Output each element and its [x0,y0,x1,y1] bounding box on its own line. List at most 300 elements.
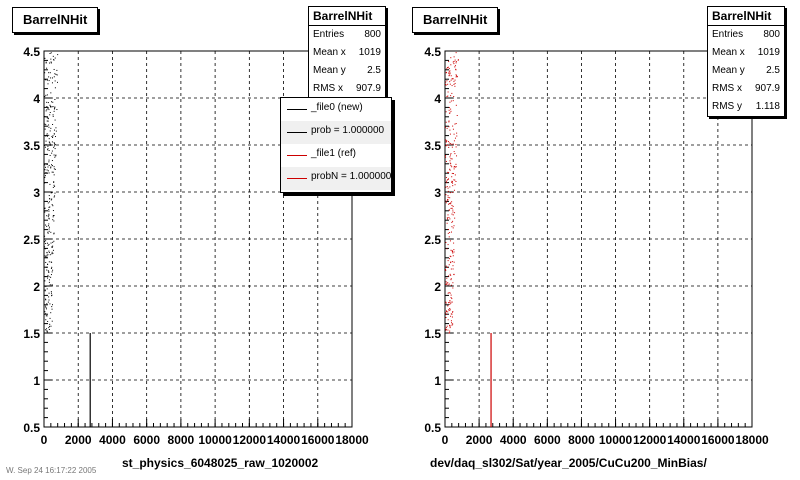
y-tick-label: 3.5 [23,139,40,153]
data-point [53,56,54,57]
data-point [454,251,455,252]
data-point [57,74,58,75]
data-point [446,278,447,279]
data-point [452,147,453,148]
data-point [53,135,54,136]
data-point [54,99,55,100]
data-point [49,279,50,280]
data-point [455,69,456,70]
data-point [52,192,53,193]
data-point [449,308,450,309]
stats-value: 907.9 [754,83,780,94]
data-point [447,248,448,249]
data-point [48,225,49,226]
data-point [46,135,47,136]
data-point [449,300,450,301]
y-tick-label: 2.5 [424,233,441,247]
chart-title-text: BarrelNHit [423,12,488,27]
y-tick-label: 4 [33,92,40,106]
data-point [55,169,56,170]
data-point [454,167,455,168]
data-point [45,243,46,244]
data-point [45,290,46,291]
data-point [457,76,458,77]
data-point [44,124,45,125]
data-point [446,284,447,285]
data-point [454,262,455,263]
data-point [449,210,450,211]
data-point [449,107,450,108]
stats-row [708,44,784,62]
data-point [55,155,56,156]
data-point [46,315,47,316]
data-point [454,124,455,125]
data-point [46,106,47,107]
data-point [449,110,450,111]
x-tick-label: 6000 [133,433,161,447]
data-point [448,214,449,215]
data-point [55,87,56,88]
data-point [452,251,453,252]
data-point [49,207,50,208]
data-point [44,169,45,170]
data-point [452,311,453,312]
data-point [54,157,55,158]
data-point [56,70,57,71]
data-point [451,208,452,209]
data-point [452,210,453,211]
data-point [47,278,48,279]
data-point [450,111,451,112]
data-point [54,108,55,109]
data-point [46,256,47,257]
data-point [52,82,53,83]
stats-label: Mean y [712,65,745,76]
stats-row [309,80,385,98]
data-point [454,151,455,152]
data-point [49,63,50,64]
x-tick-label: 2000 [465,433,493,447]
stats-label: Mean x [313,47,346,58]
data-point [48,251,49,252]
data-point [48,161,49,162]
data-point [47,254,48,255]
data-point [55,148,56,149]
data-point [452,265,453,266]
data-point [48,118,49,119]
data-point [448,217,449,218]
data-point [49,195,50,196]
y-tick-label: 3.5 [424,139,441,153]
data-point [49,252,50,253]
data-point [447,128,448,129]
data-point [55,127,56,128]
data-point [452,325,453,326]
data-point [455,184,456,185]
data-point [450,153,451,154]
data-point [456,52,457,53]
legend-item [281,144,391,167]
data-point [453,129,454,130]
data-point [448,145,449,146]
y-tick-label: 2.5 [23,233,40,247]
data-point [454,134,455,135]
data-point [451,176,452,177]
data-point [449,218,450,219]
data-point [454,180,455,181]
data-point [51,268,52,269]
data-point [453,227,454,228]
y-tick-label: 1.5 [424,327,441,341]
data-point [49,227,50,228]
data-point [49,231,50,232]
stats-value: 800 [763,29,780,40]
legend-box [280,97,392,193]
data-point [448,229,449,230]
data-point [447,218,448,219]
data-point [446,140,447,141]
data-point [449,186,450,187]
data-point [453,255,454,256]
data-point [449,310,450,311]
data-point [48,272,49,273]
data-point [445,82,446,83]
stats-row [708,98,784,116]
x-tick-label: 14000 [266,433,301,447]
data-point [51,199,52,200]
data-point [49,324,50,325]
data-point [47,146,48,147]
data-point [49,261,50,262]
stats-row [708,62,784,80]
data-point [448,73,449,74]
data-point [450,163,451,164]
data-point [451,285,452,286]
x-tick-label: 4000 [99,433,126,447]
data-point [453,173,454,174]
data-point [452,212,453,213]
data-point [451,297,452,298]
data-point [51,262,52,263]
data-point [47,121,48,122]
y-tick-label: 3 [33,186,40,200]
data-point [48,148,49,149]
data-point [448,191,449,192]
data-point [449,68,450,69]
data-point [445,329,446,330]
data-point [455,65,456,66]
data-point [48,233,49,234]
data-point [450,240,451,241]
data-point [47,149,48,150]
data-point [454,86,455,87]
data-point [445,194,446,195]
data-point [451,269,452,270]
data-point [446,266,447,267]
data-point [45,276,46,277]
data-point [46,62,47,63]
data-point [449,203,450,204]
data-point [449,71,450,72]
data-point [54,76,55,77]
data-point [446,111,447,112]
data-point [449,197,450,198]
data-point [49,141,50,142]
data-point [450,165,451,166]
data-point [453,274,454,275]
data-point [452,126,453,127]
stats-value: 2.5 [766,65,780,76]
data-point [55,58,56,59]
data-point [46,226,47,227]
data-point [451,320,452,321]
data-point [453,214,454,215]
data-point [50,284,51,285]
data-point [48,302,49,303]
legend-swatch [287,132,307,133]
data-point [53,59,54,60]
data-point [449,332,450,333]
data-point [454,168,455,169]
data-point [50,72,51,73]
data-point [446,80,447,81]
data-point [55,136,56,137]
data-point [51,253,52,254]
data-point [48,121,49,122]
data-point [451,232,452,233]
data-point [46,270,47,271]
data-point [451,322,452,323]
data-point [51,274,52,275]
data-point [449,331,450,332]
data-point [49,229,50,230]
data-point [54,145,55,146]
stats-title: BarrelNHit [708,7,784,26]
data-point [51,306,52,307]
data-point [48,102,49,103]
data-point [450,192,451,193]
data-point [54,193,55,194]
stats-value: 1019 [358,47,381,58]
data-point [452,192,453,193]
data-point [52,204,53,205]
data-point [48,270,49,271]
data-point [452,287,453,288]
data-point [49,165,50,166]
data-point [44,58,45,59]
data-point [451,298,452,299]
data-point [54,107,55,108]
data-point [451,100,452,101]
data-point [47,80,48,81]
data-point [445,139,446,140]
data-point [50,92,51,93]
data-point [54,133,55,134]
data-point [453,81,454,82]
data-point [53,220,54,221]
stats-value: 1.118 [755,101,780,112]
data-point [447,186,448,187]
data-point [453,143,454,144]
data-point [452,173,453,174]
data-point [451,214,452,215]
data-point [53,216,54,217]
data-point [52,309,53,310]
stats-label: Entries [313,29,345,40]
legend-label: probN = 1.000000 [311,171,392,182]
y-tick-label: 4 [434,92,441,106]
data-point [454,218,455,219]
data-point [45,262,46,263]
data-point [447,217,448,218]
x-tick-label: 0 [40,433,48,447]
data-point [456,74,457,75]
data-point [450,303,451,304]
data-point [54,69,55,70]
x-tick-label: 6000 [533,433,561,447]
data-point [448,197,449,198]
data-point [447,326,448,327]
data-point [57,82,58,83]
data-point [54,168,55,169]
data-point [45,240,46,241]
data-point [49,218,50,219]
data-point [448,141,449,142]
data-point [46,252,47,253]
data-point [450,95,451,96]
stats-value: 907.9 [355,83,381,94]
data-point [46,308,47,309]
data-point [44,280,45,281]
data-point [454,140,455,141]
data-point [57,54,58,55]
data-point [448,275,449,276]
data-point [451,166,452,167]
data-point [48,300,49,301]
data-point [53,106,54,107]
data-point [45,329,46,330]
data-point [44,164,45,165]
x-tick-label: 4000 [499,433,527,447]
data-point [450,327,451,328]
data-point [53,181,54,182]
data-point [450,134,451,135]
data-point [48,124,49,125]
data-point [456,62,457,63]
data-point [48,109,49,110]
data-point [449,156,450,157]
data-point [44,246,45,247]
data-point [45,172,46,173]
stats-label: Mean x [712,47,745,58]
data-point [445,270,446,271]
data-point [52,219,53,220]
data-point [449,169,450,170]
data-point [52,321,53,322]
stats-label: RMS x [712,83,742,94]
data-point [455,144,456,145]
data-point [44,96,45,97]
data-point [44,241,45,242]
data-point [55,80,56,81]
data-point [451,201,452,202]
stats-label: RMS x [313,83,343,94]
data-point [450,274,451,275]
data-point [452,158,453,159]
data-point [48,245,49,246]
data-point [55,120,56,121]
y-tick-label: 2 [33,280,40,294]
data-point [451,314,452,315]
data-point [447,96,448,97]
data-point [50,254,51,255]
data-point [45,306,46,307]
data-point [448,244,449,245]
data-point [51,136,52,137]
data-point [453,243,454,244]
data-point [451,182,452,183]
data-point [46,267,47,268]
data-point [49,201,50,202]
data-point [50,53,51,54]
data-point [450,73,451,74]
chart-title-left [12,7,98,33]
data-point [49,329,50,330]
data-point [447,223,448,224]
data-point [451,93,452,94]
stats-value: 800 [364,29,381,40]
data-point [54,111,55,112]
data-point [54,166,55,167]
legend-swatch [287,178,307,179]
legend-label: _file0 (new) [311,102,363,113]
data-point [44,311,45,312]
data-point [50,318,51,319]
data-point [446,314,447,315]
data-point [47,321,48,322]
data-point [52,102,53,103]
data-point [450,203,451,204]
data-point [452,78,453,79]
stats-row [708,26,784,44]
data-point [446,310,447,311]
data-point [445,201,446,202]
data-point [47,166,48,167]
data-point [52,270,53,271]
data-point [52,141,53,142]
data-point [456,146,457,147]
data-point [449,236,450,237]
data-point [451,80,452,81]
data-point [449,130,450,131]
data-point [44,145,45,146]
data-point [446,202,447,203]
data-point [449,81,450,82]
data-point [50,277,51,278]
data-point [448,178,449,179]
data-point [44,182,45,183]
data-point [449,258,450,259]
data-point [49,160,50,161]
data-point [451,222,452,223]
data-point [44,286,45,287]
data-point [52,77,53,78]
data-point [52,124,53,125]
data-point [452,261,453,262]
data-point [53,172,54,173]
stats-row [309,26,385,44]
data-point [51,291,52,292]
